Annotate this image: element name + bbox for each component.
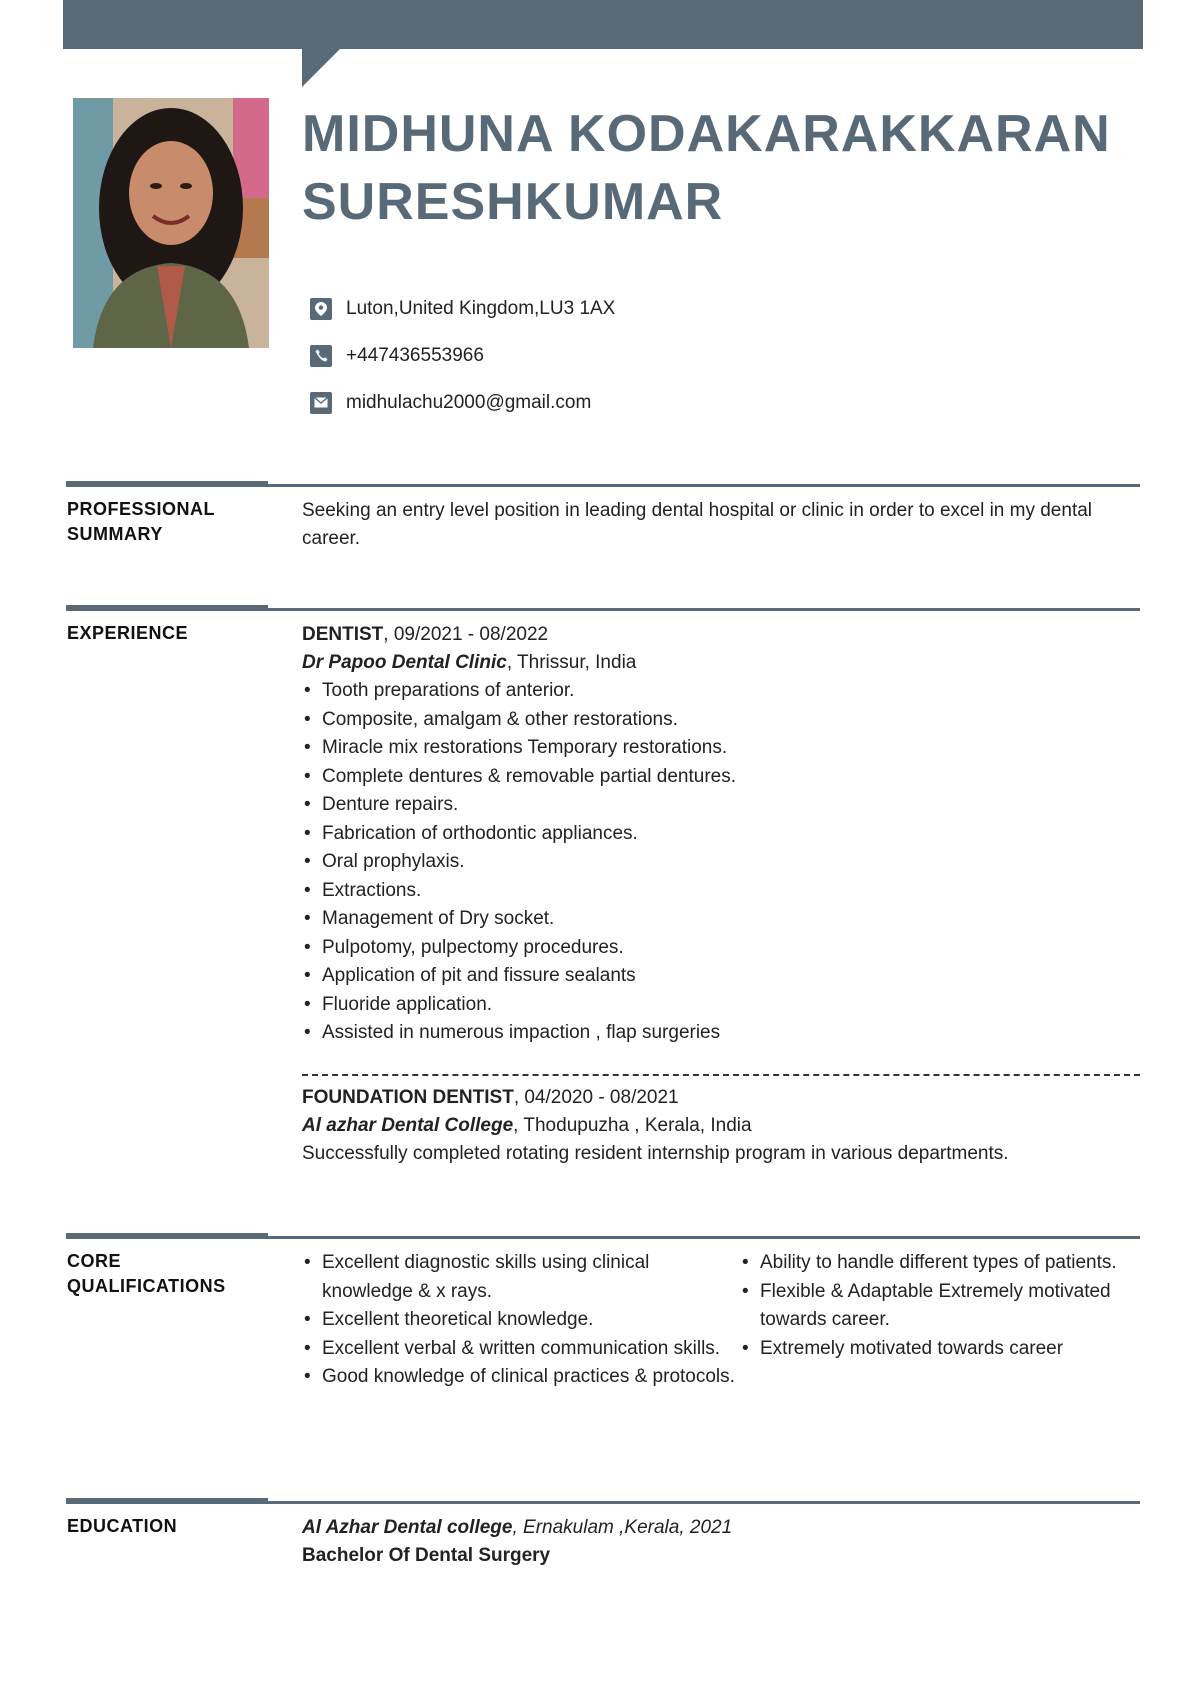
map-pin-icon <box>310 298 332 320</box>
list-item: • Miracle mix restorations Temporary restorations. <box>302 734 1140 763</box>
list-item: • Tooth preparations of anterior. <box>302 677 1140 706</box>
list-item: • Management of Dry socket. <box>302 905 1140 934</box>
experience-section <box>66 605 1140 1205</box>
experience-title: EXPERIENCE <box>67 623 189 643</box>
section-rule <box>66 481 268 487</box>
profile-photo <box>73 98 269 348</box>
contact-phone <box>310 332 615 379</box>
education-title: EDUCATION <box>67 1516 178 1536</box>
section-rule <box>66 605 268 611</box>
list-item: • Assisted in numerous impaction , flap surgeries <box>302 1019 1140 1048</box>
section-rule-line <box>268 1501 1140 1504</box>
candidate-name <box>302 100 1142 236</box>
list-item: • Extremely motivated towards career <box>740 1335 1140 1364</box>
job-divider <box>302 1074 1140 1076</box>
qualifications-column-2 <box>740 1249 1140 1392</box>
summary-section <box>66 481 1140 581</box>
contact-location <box>310 285 615 332</box>
summary-body <box>302 497 1140 553</box>
qualifications-column-1 <box>302 1249 740 1392</box>
summary-title: PROFESSIONAL SUMMARY <box>67 499 216 544</box>
job-employer: Dr Papoo Dental Clinic, Thrissur, India <box>302 652 637 673</box>
education-section <box>66 1498 1140 1598</box>
list-item: • Excellent verbal & written communication skills. <box>302 1335 740 1364</box>
list-item: • Denture repairs. <box>302 791 1140 820</box>
envelope-icon <box>310 392 332 414</box>
list-item: • Composite, amalgam & other restorations. <box>302 706 1140 735</box>
contact-list <box>310 285 615 426</box>
qualifications-title: CORE QUALIFICATIONS <box>67 1251 226 1296</box>
list-item: • Ability to handle different types of patients. <box>740 1249 1140 1278</box>
list-item: • Oral prophylaxis. <box>302 848 1140 877</box>
job-description: Successfully completed rotating resident internship program in various departments. <box>302 1142 1009 1164</box>
section-rule-line <box>268 608 1140 611</box>
job-duties <box>302 677 1140 1048</box>
contact-email <box>310 379 615 426</box>
education-body <box>302 1514 1140 1570</box>
job-entry <box>302 621 1140 1048</box>
phone-icon <box>310 345 332 367</box>
list-item: • Excellent theoretical knowledge. <box>302 1306 740 1335</box>
job-employer: Al azhar Dental College, Thodupuzha , Kerala, India <box>302 1114 752 1136</box>
qualifications-body <box>302 1249 1140 1392</box>
list-item: • Excellent diagnostic skills using clinical knowledge & x rays. <box>302 1249 740 1306</box>
section-rule-line <box>268 484 1140 487</box>
job-title: FOUNDATION DENTIST, 04/2020 - 08/2021 <box>302 1086 679 1108</box>
experience-body <box>302 621 1140 1168</box>
education-degree: Bachelor Of Dental Surgery <box>302 1545 551 1566</box>
list-item: • Fluoride application. <box>302 991 1140 1020</box>
section-rule <box>66 1233 268 1239</box>
qualifications-section <box>66 1233 1140 1473</box>
phone-text[interactable]: +447436553966 <box>346 344 484 366</box>
list-item: • Flexible & Adaptable Extremely motivated towards career. <box>740 1278 1140 1335</box>
section-rule <box>66 1498 268 1504</box>
name-line-2: SURESHKUMAR <box>302 173 724 231</box>
header-bar-tail <box>302 49 340 87</box>
job-title: DENTIST, 09/2021 - 08/2022 <box>302 624 549 645</box>
list-item: • Fabrication of orthodontic appliances. <box>302 820 1140 849</box>
location-text: Luton,United Kingdom,LU3 1AX <box>346 297 616 319</box>
list-item: • Good knowledge of clinical practices & protocols. <box>302 1363 740 1392</box>
header-bar <box>63 0 1143 49</box>
list-item: • Application of pit and fissure sealants <box>302 962 1140 991</box>
name-line-1: MIDHUNA KODAKARAKKARAN <box>302 105 1111 163</box>
education-school: Al Azhar Dental college, Ernakulam ,Kerala, 2021 <box>302 1517 733 1538</box>
list-item: • Extractions. <box>302 877 1140 906</box>
section-rule-line <box>268 1236 1140 1239</box>
summary-text: Seeking an entry level position in leading dental hospital or clinic in order to excel in my dental career. <box>302 500 1093 549</box>
list-item: • Complete dentures & removable partial dentures. <box>302 763 1140 792</box>
email-link[interactable]: midhulachu2000@gmail.com <box>346 391 592 413</box>
job-entry <box>302 1084 1140 1168</box>
list-item: • Pulpotomy, pulpectomy procedures. <box>302 934 1140 963</box>
